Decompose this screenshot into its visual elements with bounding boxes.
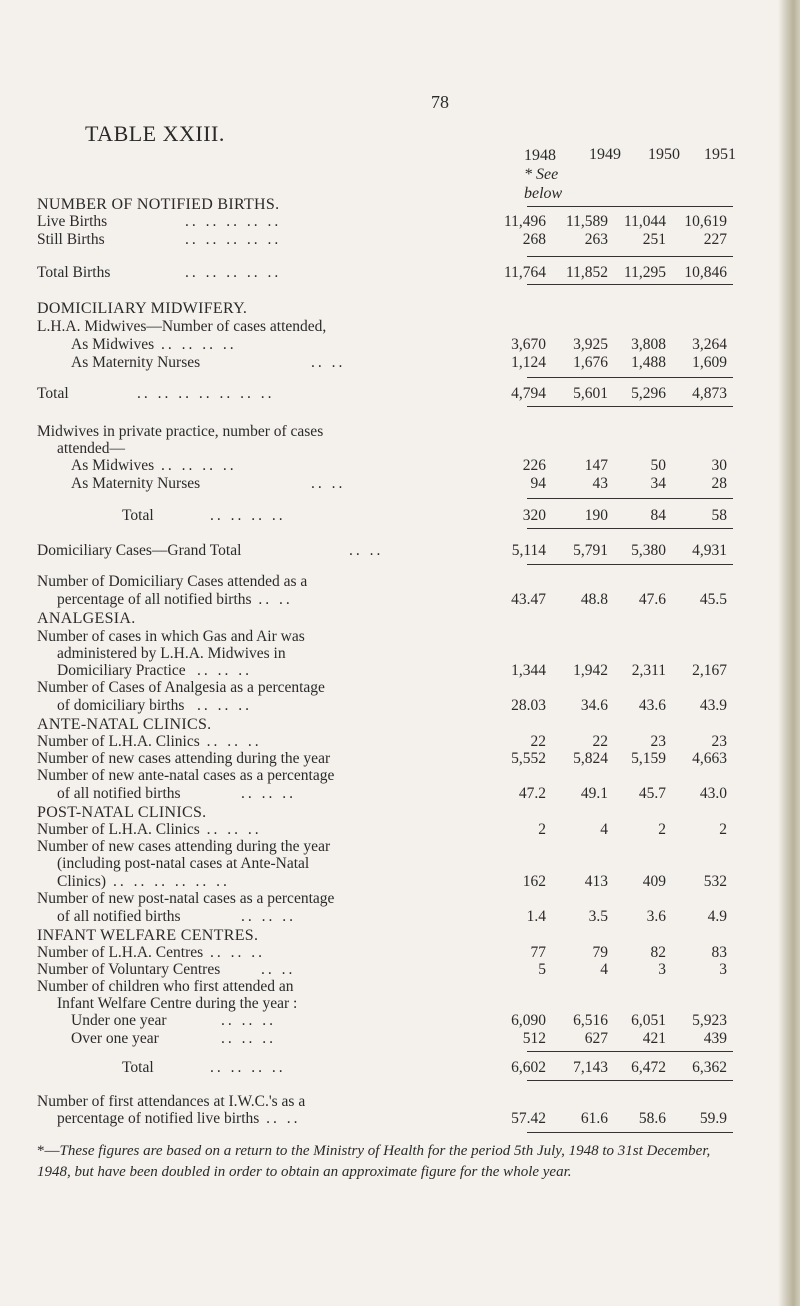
label-pct-dom-b: percentage of all notified births (57, 591, 252, 608)
value-priv-as-nurses-col2: 43 (592, 475, 608, 492)
value-iwc-under-one-col1: 6,090 (511, 1012, 546, 1029)
section-antenatal: ANTE-NATAL CLINICS. (37, 716, 212, 733)
value-lha-as-midwives-col3: 3,808 (631, 336, 666, 353)
value-iwc-over-one-col1: 512 (522, 1030, 546, 1047)
value-ante-clinics-col3: 23 (650, 733, 666, 750)
label-priv-as-maternity-nurses: As Maternity Nurses (71, 475, 201, 492)
value-still-births-col2: 263 (584, 231, 608, 248)
value-gas-air-col1: 1,344 (511, 662, 546, 679)
label-under-one: Under one year (71, 1012, 167, 1029)
value-total-births-col1: 11,764 (503, 264, 546, 281)
section-analgesia: ANALGESIA. (37, 610, 136, 627)
label-as-midwives: As Midwives (71, 336, 155, 353)
value-lha-total-col2: 5,601 (573, 385, 608, 402)
value-total-births-col2: 11,852 (565, 264, 608, 281)
value-lha-as-midwives-col4: 3,264 (692, 336, 727, 353)
value-live-births-col2: 11,589 (565, 213, 608, 230)
value-lha-as-nurses-col3: 1,488 (631, 354, 666, 371)
label-post-new-b: (including post-natal cases at Ante-Natal (57, 855, 310, 872)
value-grand-total-col3: 5,380 (631, 542, 666, 559)
label-private-a: Midwives in private practice, number of cases (37, 423, 324, 440)
rule (527, 377, 733, 378)
value-post-clinics-col2: 4 (600, 821, 608, 838)
label-children-b: Infant Welfare Centre during the year : (57, 995, 298, 1012)
value-iwc-lha-centres-col4: 83 (711, 944, 727, 961)
value-priv-as-midwives-col1: 226 (522, 457, 546, 474)
value-analgesia-pct-col1: 28.03 (511, 697, 546, 714)
label-post-new-c: Clinics) (57, 873, 107, 890)
value-iwc-voluntary-col3: 3 (658, 961, 666, 978)
label-pct-dom-a: Number of Domiciliary Cases attended as a (37, 573, 308, 590)
value-iwc-total-col4: 6,362 (692, 1059, 727, 1076)
value-gas-air-col4: 2,167 (692, 662, 727, 679)
footnote-marker: *— (37, 1143, 60, 1159)
table-title: TABLE XXIII. (85, 121, 225, 146)
label-children-a: Number of children who first attended an (37, 978, 294, 995)
label-grand-total: Domiciliary Cases—Grand Total (37, 542, 242, 559)
value-ante-pct-col4: 43.0 (699, 785, 727, 802)
value-ante-new-cases-col2: 5,824 (573, 750, 608, 767)
year-header-1949: 1949 (589, 146, 621, 163)
value-iwc-under-one-col4: 5,923 (692, 1012, 727, 1029)
value-ante-new-cases-col3: 5,159 (631, 750, 666, 767)
label-ante-new-cases: Number of new cases attending during the year (37, 750, 331, 767)
rule (527, 564, 733, 565)
value-still-births-col1: 268 (522, 231, 546, 248)
value-priv-total-col2: 190 (584, 507, 608, 524)
value-still-births-col3: 251 (642, 231, 666, 248)
rule (527, 1051, 733, 1052)
value-priv-as-midwives-col4: 30 (711, 457, 727, 474)
page-edge-shadow (778, 0, 800, 1306)
value-gas-air-col3: 2,311 (631, 662, 666, 679)
value-total-births-col4: 10,846 (684, 264, 727, 281)
value-analgesia-pct-col3: 43.6 (638, 697, 666, 714)
value-ante-pct-col2: 49.1 (580, 785, 608, 802)
value-first-att-pct-col2: 61.6 (580, 1110, 608, 1127)
section-postnatal: POST-NATAL CLINICS. (37, 804, 207, 821)
year-1948: 1948 (524, 147, 556, 164)
value-iwc-lha-centres-col1: 77 (530, 944, 546, 961)
value-live-births-col1: 11,496 (503, 213, 546, 230)
label-voluntary: Number of Voluntary Centres (37, 961, 221, 978)
footnote-text: These figures are based on a return to the Ministry of Health for the period 5th July, 1948 to 31st December, 1948, but have been doubled in order to obtain an approximate figure for the whole year. (37, 1143, 711, 1180)
value-post-new-cases-col2: 413 (584, 873, 608, 890)
value-ante-pct-col3: 45.7 (638, 785, 666, 802)
label-iwc-total: Total (122, 1059, 154, 1076)
label-priv-as-midwives: As Midwives (71, 457, 155, 474)
label-post-new-a: Number of new cases attending during the year (37, 838, 331, 855)
label-private-b: attended— (57, 440, 126, 457)
value-ante-clinics-col2: 22 (592, 733, 608, 750)
label-post-pct-a: Number of new post-natal cases as a percentage (37, 890, 335, 907)
value-post-pct-col2: 3.5 (588, 908, 608, 925)
label-first-att-b: percentage of notified live births (57, 1110, 260, 1127)
section-domiciliary: DOMICILIARY MIDWIFERY. (37, 300, 248, 317)
value-grand-total-col4: 4,931 (692, 542, 727, 559)
value-priv-as-midwives-col2: 147 (584, 457, 608, 474)
value-priv-total-col4: 58 (711, 507, 727, 524)
value-analgesia-pct-col4: 43.9 (699, 697, 727, 714)
value-post-new-cases-col1: 162 (522, 873, 546, 890)
label-analg-pct-b: of domiciliary births (57, 697, 185, 714)
rule (527, 498, 733, 499)
value-total-births-col3: 11,295 (623, 264, 666, 281)
value-lha-as-midwives-col2: 3,925 (573, 336, 608, 353)
year-1948-note-a: * See (524, 166, 559, 183)
value-priv-as-midwives-col3: 50 (650, 457, 666, 474)
value-grand-total-col1: 5,114 (511, 542, 546, 559)
footnote (37, 1141, 737, 1183)
label-as-maternity-nurses: As Maternity Nurses (71, 354, 201, 371)
label-live-births: Live Births (37, 213, 108, 230)
label-gas-air-c: Domiciliary Practice (57, 662, 186, 679)
value-post-pct-col3: 3.6 (646, 908, 666, 925)
value-iwc-lha-centres-col2: 79 (592, 944, 608, 961)
value-lha-total-col4: 4,873 (692, 385, 727, 402)
label-still-births: Still Births (37, 231, 105, 248)
value-iwc-over-one-col3: 421 (642, 1030, 666, 1047)
section-infant: INFANT WELFARE CENTRES. (37, 927, 259, 944)
value-priv-as-nurses-col1: 94 (530, 475, 546, 492)
value-pct-domiciliary-col2: 48.8 (580, 591, 608, 608)
value-post-new-cases-col3: 409 (642, 873, 666, 890)
value-iwc-voluntary-col1: 5 (538, 961, 546, 978)
rule (527, 1080, 733, 1081)
value-analgesia-pct-col2: 34.6 (580, 697, 608, 714)
value-lha-as-nurses-col4: 1,609 (692, 354, 727, 371)
rule (527, 206, 733, 207)
value-priv-total-col3: 84 (650, 507, 666, 524)
rule (527, 528, 733, 529)
year-1948-note-b: below (524, 185, 563, 202)
page-number: 78 (431, 92, 449, 112)
value-iwc-under-one-col2: 6,516 (573, 1012, 608, 1029)
value-first-att-pct-col1: 57.42 (511, 1110, 546, 1127)
label-lha-centres: Number of L.H.A. Centres (37, 944, 204, 961)
label-post-clinics: Number of L.H.A. Clinics (37, 821, 200, 838)
label-lha-clinics: Number of L.H.A. Clinics (37, 733, 200, 750)
year-header-1951: 1951 (704, 146, 736, 163)
year-header-1950: 1950 (648, 146, 680, 163)
rule (527, 406, 733, 407)
rule (527, 1132, 733, 1133)
value-pct-domiciliary-col3: 47.6 (638, 591, 666, 608)
value-post-clinics-col1: 2 (538, 821, 546, 838)
section-births: NUMBER OF NOTIFIED BIRTHS. (37, 196, 280, 213)
label-lha-midwives: L.H.A. Midwives—Number of cases attended, (37, 318, 327, 335)
rule (527, 284, 733, 285)
label-analg-pct-a: Number of Cases of Analgesia as a percentage (37, 679, 325, 696)
value-pct-domiciliary-col4: 45.5 (699, 591, 727, 608)
label-ante-pct-b: of all notified births (57, 785, 181, 802)
value-iwc-lha-centres-col3: 82 (650, 944, 666, 961)
label-total-births: Total Births (37, 264, 111, 281)
label-post-pct-b: of all notified births (57, 908, 181, 925)
label-first-att-a: Number of first attendances at I.W.C.'s as a (37, 1093, 306, 1110)
value-first-att-pct-col3: 58.6 (638, 1110, 666, 1127)
value-iwc-over-one-col2: 627 (584, 1030, 608, 1047)
value-iwc-voluntary-col2: 4 (600, 961, 608, 978)
value-ante-clinics-col4: 23 (711, 733, 727, 750)
value-iwc-under-one-col3: 6,051 (631, 1012, 666, 1029)
value-lha-as-midwives-col1: 3,670 (511, 336, 546, 353)
value-priv-as-nurses-col4: 28 (711, 475, 727, 492)
value-gas-air-col2: 1,942 (573, 662, 608, 679)
value-live-births-col3: 11,044 (623, 213, 666, 230)
label-ante-pct-a: Number of new ante-natal cases as a percentage (37, 767, 335, 784)
value-lha-total-col3: 5,296 (631, 385, 666, 402)
value-post-pct-col4: 4.9 (707, 908, 727, 925)
value-iwc-voluntary-col4: 3 (719, 961, 727, 978)
year-header-1948 (524, 146, 562, 203)
value-lha-as-nurses-col2: 1,676 (573, 354, 608, 371)
value-post-clinics-col4: 2 (719, 821, 727, 838)
label-over-one: Over one year (71, 1030, 159, 1047)
value-priv-total-col1: 320 (522, 507, 546, 524)
value-lha-as-nurses-col1: 1,124 (511, 354, 546, 371)
value-pct-domiciliary-col1: 43.47 (511, 591, 546, 608)
label-priv-total: Total (122, 507, 154, 524)
value-first-att-pct-col4: 59.9 (699, 1110, 727, 1127)
value-grand-total-col2: 5,791 (573, 542, 608, 559)
label-total: Total (37, 385, 69, 402)
value-post-new-cases-col4: 532 (703, 873, 727, 890)
value-lha-total-col1: 4,794 (511, 385, 546, 402)
value-ante-new-cases-col4: 4,663 (692, 750, 727, 767)
value-post-clinics-col3: 2 (658, 821, 666, 838)
label-gas-air-a: Number of cases in which Gas and Air was (37, 628, 305, 645)
value-ante-clinics-col1: 22 (530, 733, 546, 750)
value-iwc-total-col3: 6,472 (631, 1059, 666, 1076)
value-priv-as-nurses-col3: 34 (650, 475, 666, 492)
value-iwc-total-col1: 6,602 (511, 1059, 546, 1076)
value-iwc-over-one-col4: 439 (703, 1030, 727, 1047)
value-iwc-total-col2: 7,143 (573, 1059, 608, 1076)
value-still-births-col4: 227 (703, 231, 727, 248)
value-live-births-col4: 10,619 (684, 213, 727, 230)
value-ante-pct-col1: 47.2 (518, 785, 546, 802)
label-gas-air-b: administered by L.H.A. Midwives in (57, 645, 286, 662)
value-ante-new-cases-col1: 5,552 (511, 750, 546, 767)
value-post-pct-col1: 1.4 (526, 908, 546, 925)
rule (527, 256, 733, 257)
